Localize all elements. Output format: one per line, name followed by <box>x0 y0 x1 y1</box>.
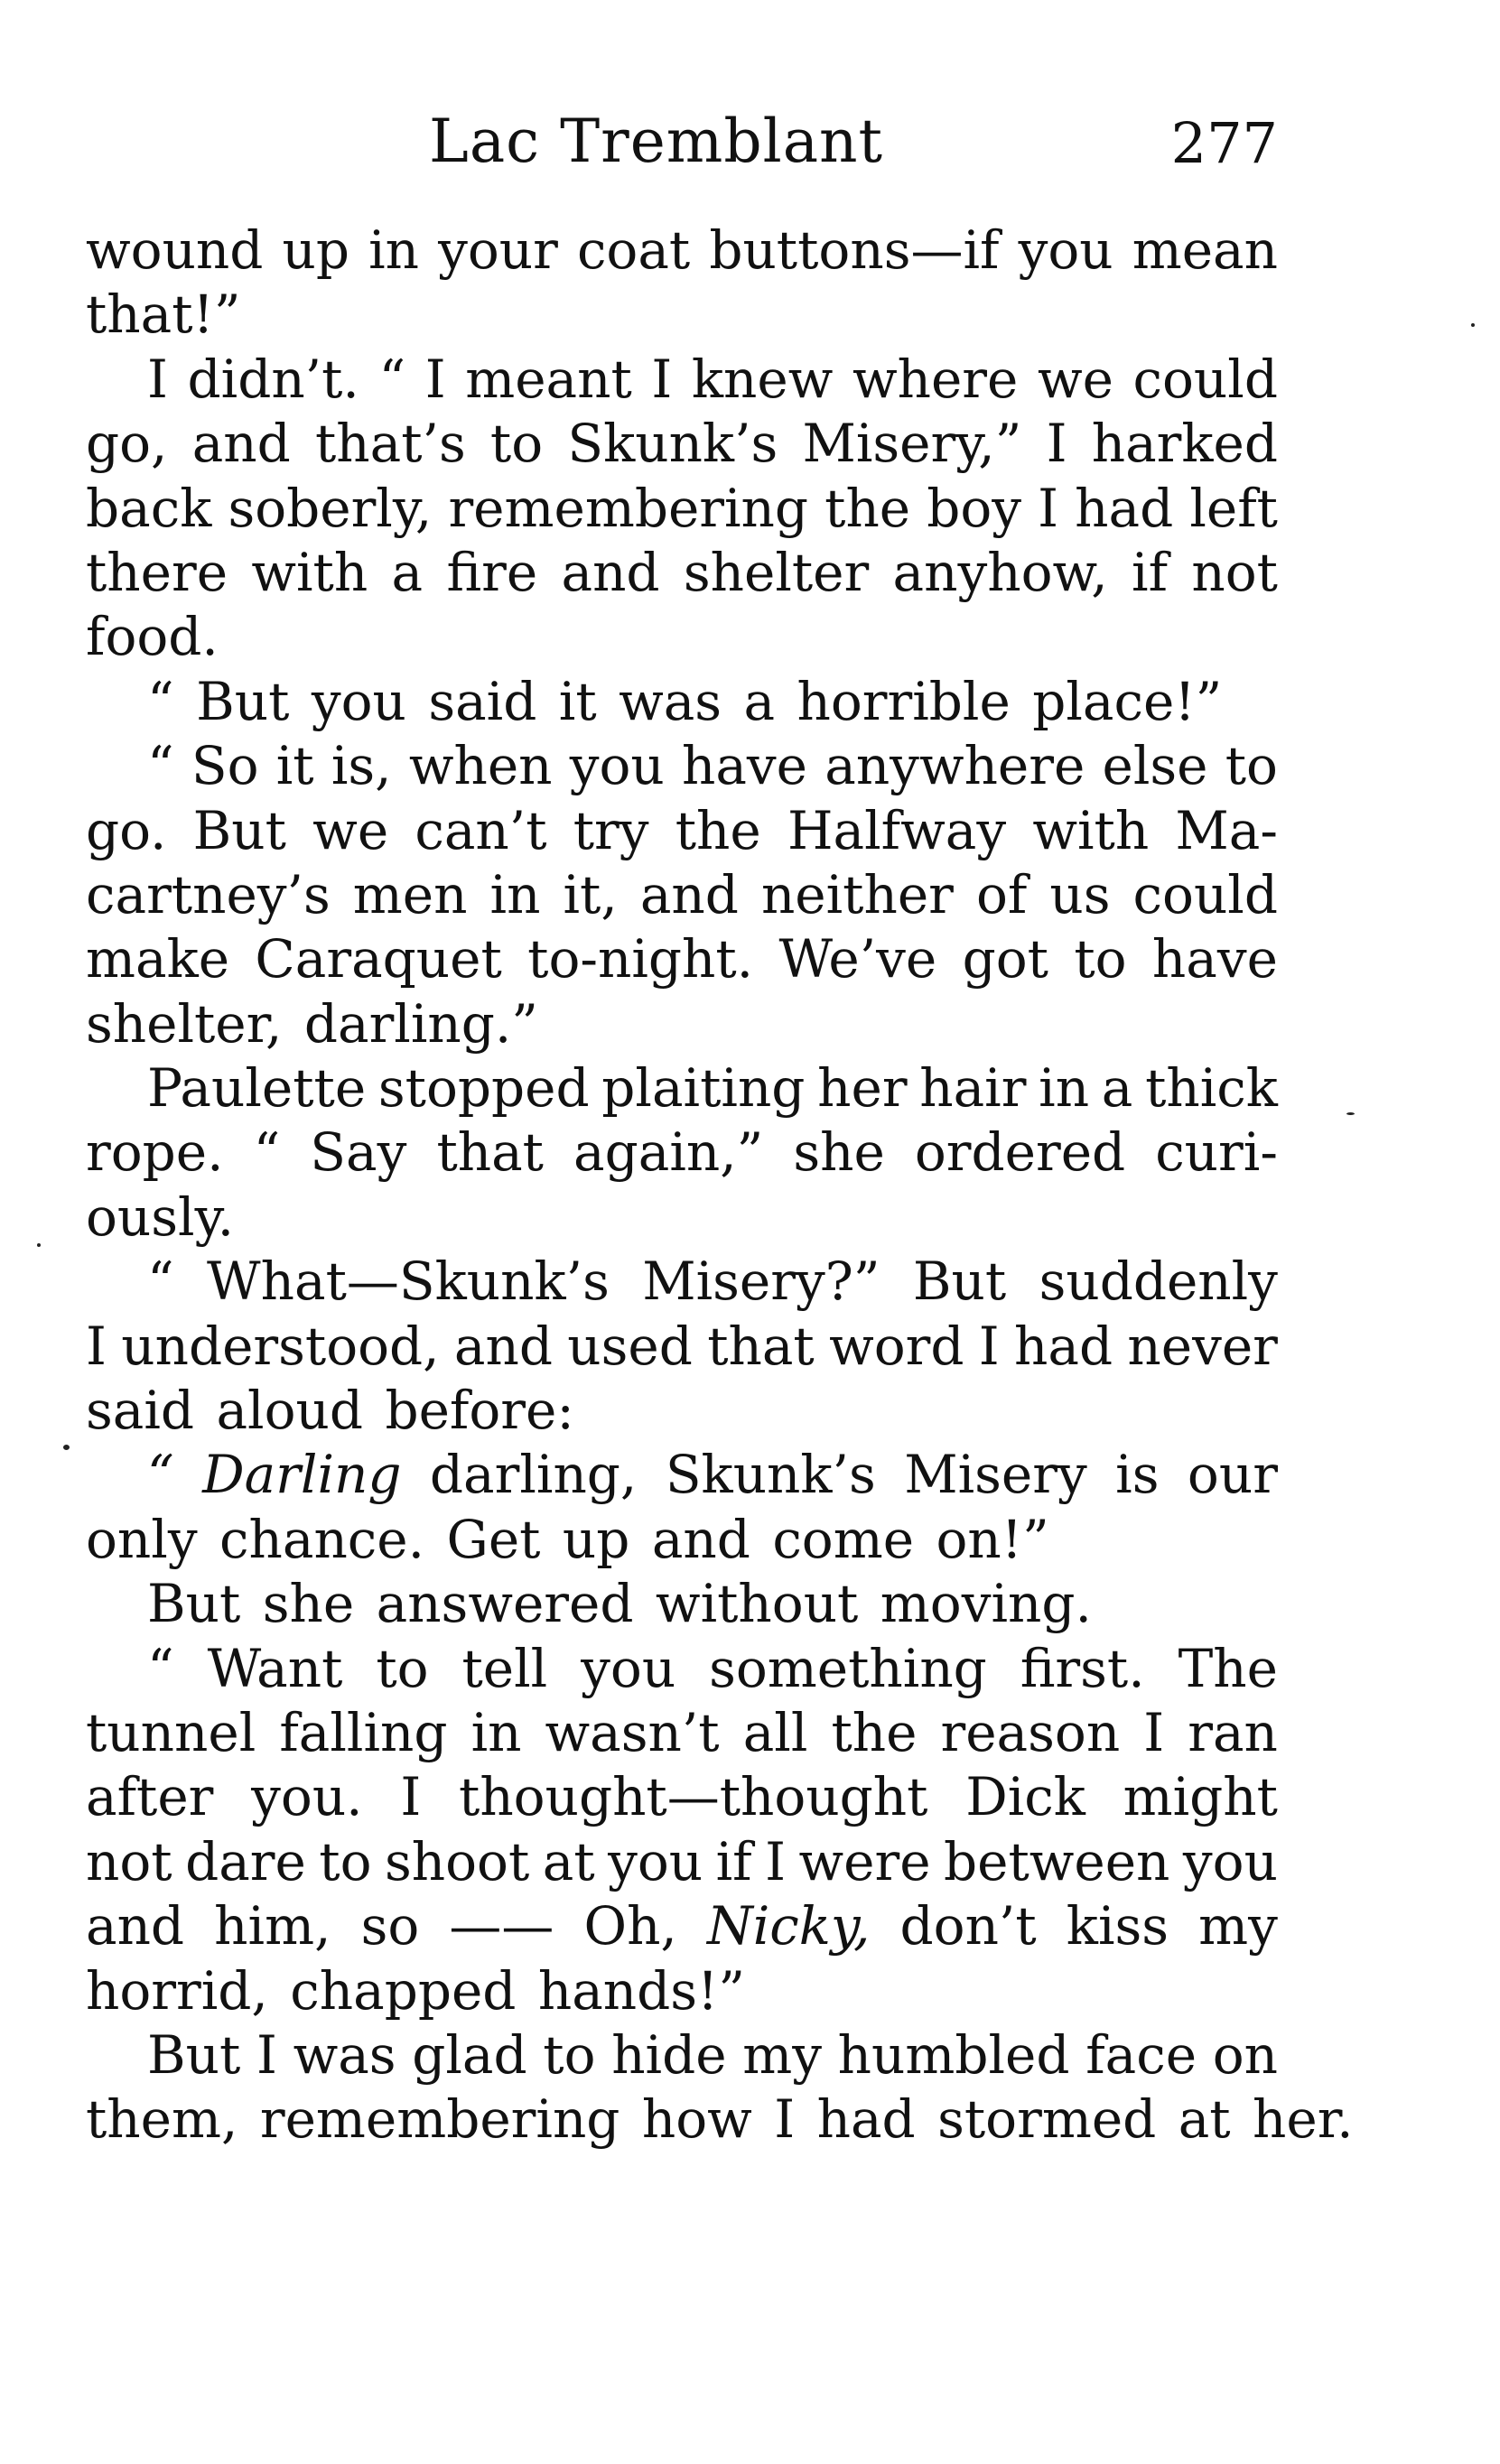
text-line: only chance. Get up and come on!” <box>86 1508 1049 1570</box>
text-line: Paulette stopped plaiting her hair in a thick <box>147 1057 1278 1120</box>
text-line: “ Want to tell you something first. The <box>147 1637 1278 1699</box>
text-line: “ Darling darling, Skunk’s Misery is our <box>147 1444 1278 1506</box>
text-line: not dare to shoot at you if I were between you <box>86 1830 1278 1892</box>
text-line: them, remembering how I had stormed at her. <box>86 2088 1354 2151</box>
text-line: back soberly, remembering the boy I had left <box>86 477 1278 539</box>
text-line: make Caraquet to-night. We’ve got to have <box>86 928 1278 990</box>
text-line: I didn’t. “ I meant I knew where we could <box>147 348 1278 410</box>
text-line: cartney’s men in it, and neither of us could <box>86 863 1278 925</box>
text-line: go, and that’s to Skunk’s Misery,” I harked <box>86 413 1278 475</box>
text-line: ously. <box>86 1186 235 1248</box>
text-line: “ But you said it was a horrible place!” <box>147 670 1223 732</box>
page-number: 277 <box>1170 110 1278 176</box>
text-line: food. <box>86 606 219 668</box>
ink-speck <box>1471 323 1475 327</box>
text-line: said aloud before: <box>86 1380 574 1442</box>
body-text <box>86 219 1354 2153</box>
text-line: But I was glad to hide my humbled face on <box>147 2023 1278 2086</box>
text-line: shelter, darling.” <box>86 992 538 1055</box>
text-line: I understood, and used that word I had never <box>86 1315 1278 1377</box>
text-line: wound up in your coat buttons—if you mean <box>86 219 1278 281</box>
text-line: But she answered without moving. <box>147 1573 1092 1635</box>
text-line: horrid, chapped hands!” <box>86 1959 745 2022</box>
text-line: “ What—Skunk’s Misery?” But suddenly <box>147 1251 1278 1313</box>
ink-speck <box>1346 1112 1355 1115</box>
text-line: after you. I thought—thought Dick might <box>86 1766 1278 1828</box>
ink-speck <box>63 1445 70 1450</box>
running-head-title: Lac Tremblant <box>429 107 884 176</box>
ink-speck <box>37 1243 41 1247</box>
text-line: “ So it is, when you have anywhere else to <box>147 735 1278 797</box>
running-head <box>86 107 1278 188</box>
text-line: and him, so —— Oh, Nicky, don’t kiss my <box>86 1895 1278 1957</box>
text-line: there with a fire and shelter anyhow, if not <box>86 541 1278 603</box>
text-line: tunnel falling in wasn’t all the reason I ran <box>86 1701 1278 1763</box>
text-line: go. But we can’t try the Halfway with Ma- <box>86 799 1278 861</box>
text-line: rope. “ Say that again,” she ordered curi- <box>86 1121 1278 1184</box>
text-line: that!” <box>86 284 241 346</box>
